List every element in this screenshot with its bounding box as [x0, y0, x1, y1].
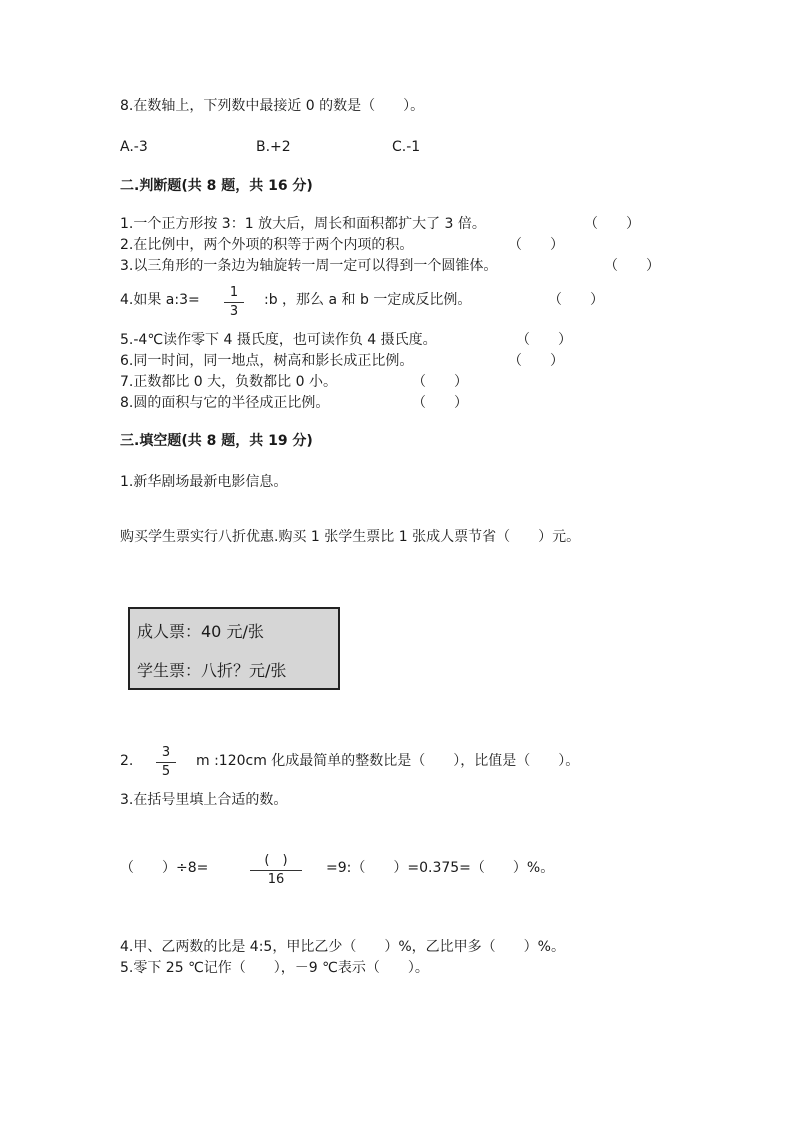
judge-item-4-fraction [222, 285, 246, 320]
fill-item-2-fraction [154, 745, 178, 780]
fill-item-3-part1: （ ）÷8= [120, 860, 209, 876]
judge-item-4-after: :b ，那么 a 和 b 一定成反比例。 [264, 292, 472, 308]
fill-item-4: 4.甲、乙两数的比是 4:5，甲比乙少（ ）%，乙比甲多（ ）%。 [120, 939, 565, 955]
fraction-denominator: 3 [229, 304, 239, 319]
option-c: C.-1 [392, 139, 421, 155]
fill-item-1-subquestion: 购买学生票实行八折优惠.购买 1 张学生票比 1 张成人票节省（ ）元。 [120, 529, 581, 545]
fill-item-5: 5.零下 25 ℃记作（ ），－9 ℃表示（ ）。 [120, 960, 429, 976]
judge-item-1-answer-paren: （ ） [584, 216, 640, 232]
judge-item-7-answer-paren: （ ） [412, 374, 468, 390]
fill-item-2-number: 2. [120, 753, 134, 769]
judge-item-8-answer-paren: （ ） [412, 395, 468, 411]
judge-item-6-answer-paren: （ ） [508, 353, 564, 369]
judge-item-8: 8.圆的面积与它的半径成正比例。 [120, 395, 330, 411]
fill-item-3-fraction [248, 853, 304, 888]
section-2-title: 二.判断题(共 8 题，共 16 分) [120, 178, 313, 194]
fill-item-2: m :120cm 化成最简单的整数比是（ ），比值是（ ）。 [196, 753, 580, 769]
fraction-numerator: 1 [229, 285, 239, 300]
judge-item-4-before: 4.如果 a:3= [120, 292, 200, 308]
fraction-denominator: 5 [161, 764, 171, 779]
option-a: A.-3 [120, 139, 148, 155]
judge-item-2: 2.在比例中，两个外项的积等于两个内项的积。 [120, 237, 414, 253]
fraction-denominator: 16 [267, 872, 285, 887]
fraction-numerator: 3 [161, 745, 171, 760]
judge-item-6: 6.同一时间，同一地点，树高和影长成正比例。 [120, 353, 414, 369]
fraction-numerator: ( ) [264, 853, 288, 868]
judge-item-3-answer-paren: （ ） [604, 258, 660, 274]
fill-item-3-part2: =9:（ ）=0.375=（ ）%。 [326, 860, 555, 876]
student-ticket-price: 学生票：八折？元/张 [137, 661, 287, 680]
fraction-bar [250, 870, 302, 871]
fill-item-1: 1.新华剧场最新电影信息。 [120, 474, 288, 490]
judge-item-5: 5.-4℃读作零下 4 摄氏度，也可读作负 4 摄氏度。 [120, 332, 437, 348]
section-3-title: 三.填空题(共 8 题，共 19 分) [120, 433, 313, 449]
judge-item-3: 3.以三角形的一条边为轴旋转一周一定可以得到一个圆锥体。 [120, 258, 498, 274]
question-8-stem: 8.在数轴上，下列数中最接近 0 的数是（ ）。 [120, 98, 425, 114]
judge-item-4-answer-paren: （ ） [548, 292, 604, 308]
judge-item-7: 7.正数都比 0 大，负数都比 0 小。 [120, 374, 337, 390]
adult-ticket-price: 成人票：40 元/张 [137, 622, 264, 641]
fraction-bar [224, 302, 244, 303]
fill-item-3: 3.在括号里填上合适的数。 [120, 792, 288, 808]
option-b: B.+2 [256, 139, 291, 155]
judge-item-1: 1.一个正方形按 3：1 放大后，周长和面积都扩大了 3 倍。 [120, 216, 486, 232]
fraction-bar [156, 762, 176, 763]
ticket-price-box [128, 607, 340, 690]
judge-item-5-answer-paren: （ ） [516, 332, 572, 348]
judge-item-2-answer-paren: （ ） [508, 237, 564, 253]
